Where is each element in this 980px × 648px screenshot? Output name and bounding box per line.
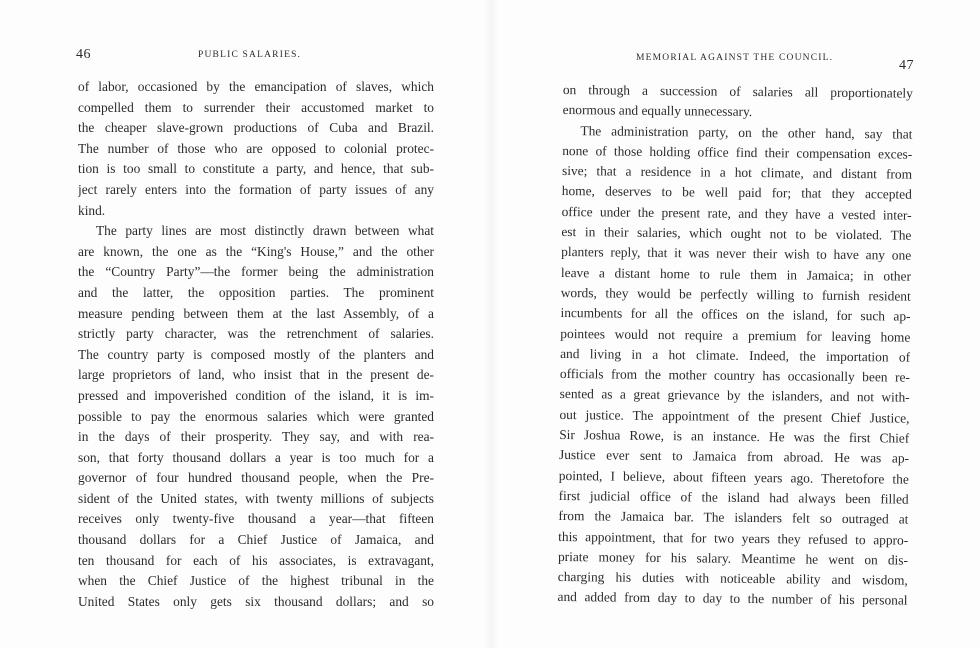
text-line: out justice. The appointment of the present Chief Justice, <box>559 406 910 426</box>
text-line: measure pending between them at the last Assembly, of a <box>78 305 434 321</box>
text-line: kind. <box>78 202 106 218</box>
text-line: planters reply, that it was never their wish to have any one <box>561 244 912 264</box>
text-line: est in their salaries, which ought not to be violated. The <box>561 224 912 243</box>
text-line: office under the present rate, and they have a vested inter- <box>561 203 912 223</box>
text-line: receives only twenty-five thousand a year—that fifteen <box>78 511 434 527</box>
text-line: pressed and impoverished condition of the island, it is im- <box>78 387 434 403</box>
text-line: and the latter, the opposition parties. The prominent <box>78 284 434 300</box>
text-line: first judicial office of the island had always been filled <box>558 487 909 507</box>
text-line: priate money for his salary. Meantime he went on dis- <box>557 548 909 568</box>
right-page-number: 47 <box>899 58 914 73</box>
text-line: home, deserves to be well paid for; that they accepted <box>561 183 912 203</box>
text-line: sive; that a residence in a hot climate, and distant from <box>561 163 913 182</box>
text-line: ject rarely enters into the formation of party issues of any <box>78 181 434 197</box>
text-line: leave a distant home to rule them in Jamaica; in other <box>560 264 912 284</box>
text-line: from the Jamaica bar. The islanders felt so outraged at <box>558 508 909 527</box>
text-line: when the Chief Justice of the highest tribunal in the <box>78 573 434 589</box>
text-line: Justice ever sent to Jamaica from abroad. He was ap- <box>558 447 910 466</box>
text-line: are known, the one as the “King's House,” and the other <box>78 243 434 259</box>
text-line: governor of four hundred thousand people, when the Pre- <box>78 470 434 486</box>
text-line: tion is too small to constitute a party, and hence, that sub- <box>78 161 434 177</box>
text-line: The country party is composed mostly of the planters and <box>78 346 434 362</box>
text-line: the cheaper slave-grown productions of Cuba and Brazil. <box>78 120 434 136</box>
text-line: son, that forty thousand dollars a year is too much for a <box>78 449 434 465</box>
left-body-text <box>78 77 434 612</box>
text-line: ten thousand for each of his associates, is extravagant, <box>78 552 434 568</box>
text-line: this appointment, that for two years they refused to appro- <box>558 528 909 548</box>
text-line: of labor, occasioned by the emancipation of slaves, which <box>78 79 434 94</box>
text-line: sented as a great grievance by the islanders, and not with- <box>559 386 910 406</box>
text-line: incumbents for all the offices on the island, for such ap- <box>560 305 911 324</box>
text-line: possible to pay the enormous salaries which were granted <box>78 408 434 424</box>
right-running-head: MEMORIAL AGAINST THE COUNCIL. <box>636 53 834 63</box>
text-line: thousand dollars for a Chief Justice of Jamaica, and <box>78 532 434 548</box>
text-line: in the days of their prosperity. They say, and with rea- <box>78 429 434 445</box>
left-page-number: 46 <box>76 47 91 62</box>
text-line: pointed, I believe, about fifteen years ago. Theretofore the <box>558 467 909 487</box>
text-line: charging his duties with noticeable ability and wisdom, <box>557 569 908 588</box>
text-line: officials from the mother country has occasionally been re- <box>559 366 910 385</box>
text-line: enormous and equally unnecessary. <box>562 102 753 120</box>
text-line: strictly party character, was the retrenchment of salaries. <box>78 326 434 342</box>
text-line: words, they would be perfectly willing to furnish resident <box>560 284 911 304</box>
text-line: The number of those who are opposed to colonial protec- <box>78 140 434 156</box>
text-line: and living in a hot climate. Indeed, the importation of <box>560 345 911 365</box>
text-line: large proprietors of land, who insist that in the present de- <box>78 367 434 383</box>
text-line: none of those holding office find their compensation exces- <box>562 142 913 162</box>
right-body-text <box>557 80 913 611</box>
text-line: and added from day to day to the number of his personal <box>557 589 908 609</box>
text-line: United States only gets six thousand dollars; and so <box>78 593 434 609</box>
paragraph-start-line: The party lines are most distinctly drawn between what <box>96 223 434 239</box>
text-line: compelled them to surrender their accustomed market to <box>78 99 434 115</box>
text-line: pointees would not require a premium for leaving home <box>560 325 911 345</box>
text-line: Sir Joshua Rowe, is an instance. He was the first Chief <box>559 427 910 446</box>
text-line: on through a succession of salaries all proportionately <box>562 81 913 101</box>
text-line: sident of the United states, with twenty millions of subjects <box>78 490 434 506</box>
paragraph-start-line: The administration party, on the other hand, say that <box>580 122 913 142</box>
right-page <box>490 0 980 648</box>
left-running-head: PUBLIC SALARIES. <box>198 50 302 60</box>
text-line: the “Country Party”—the former being the administration <box>78 264 434 280</box>
